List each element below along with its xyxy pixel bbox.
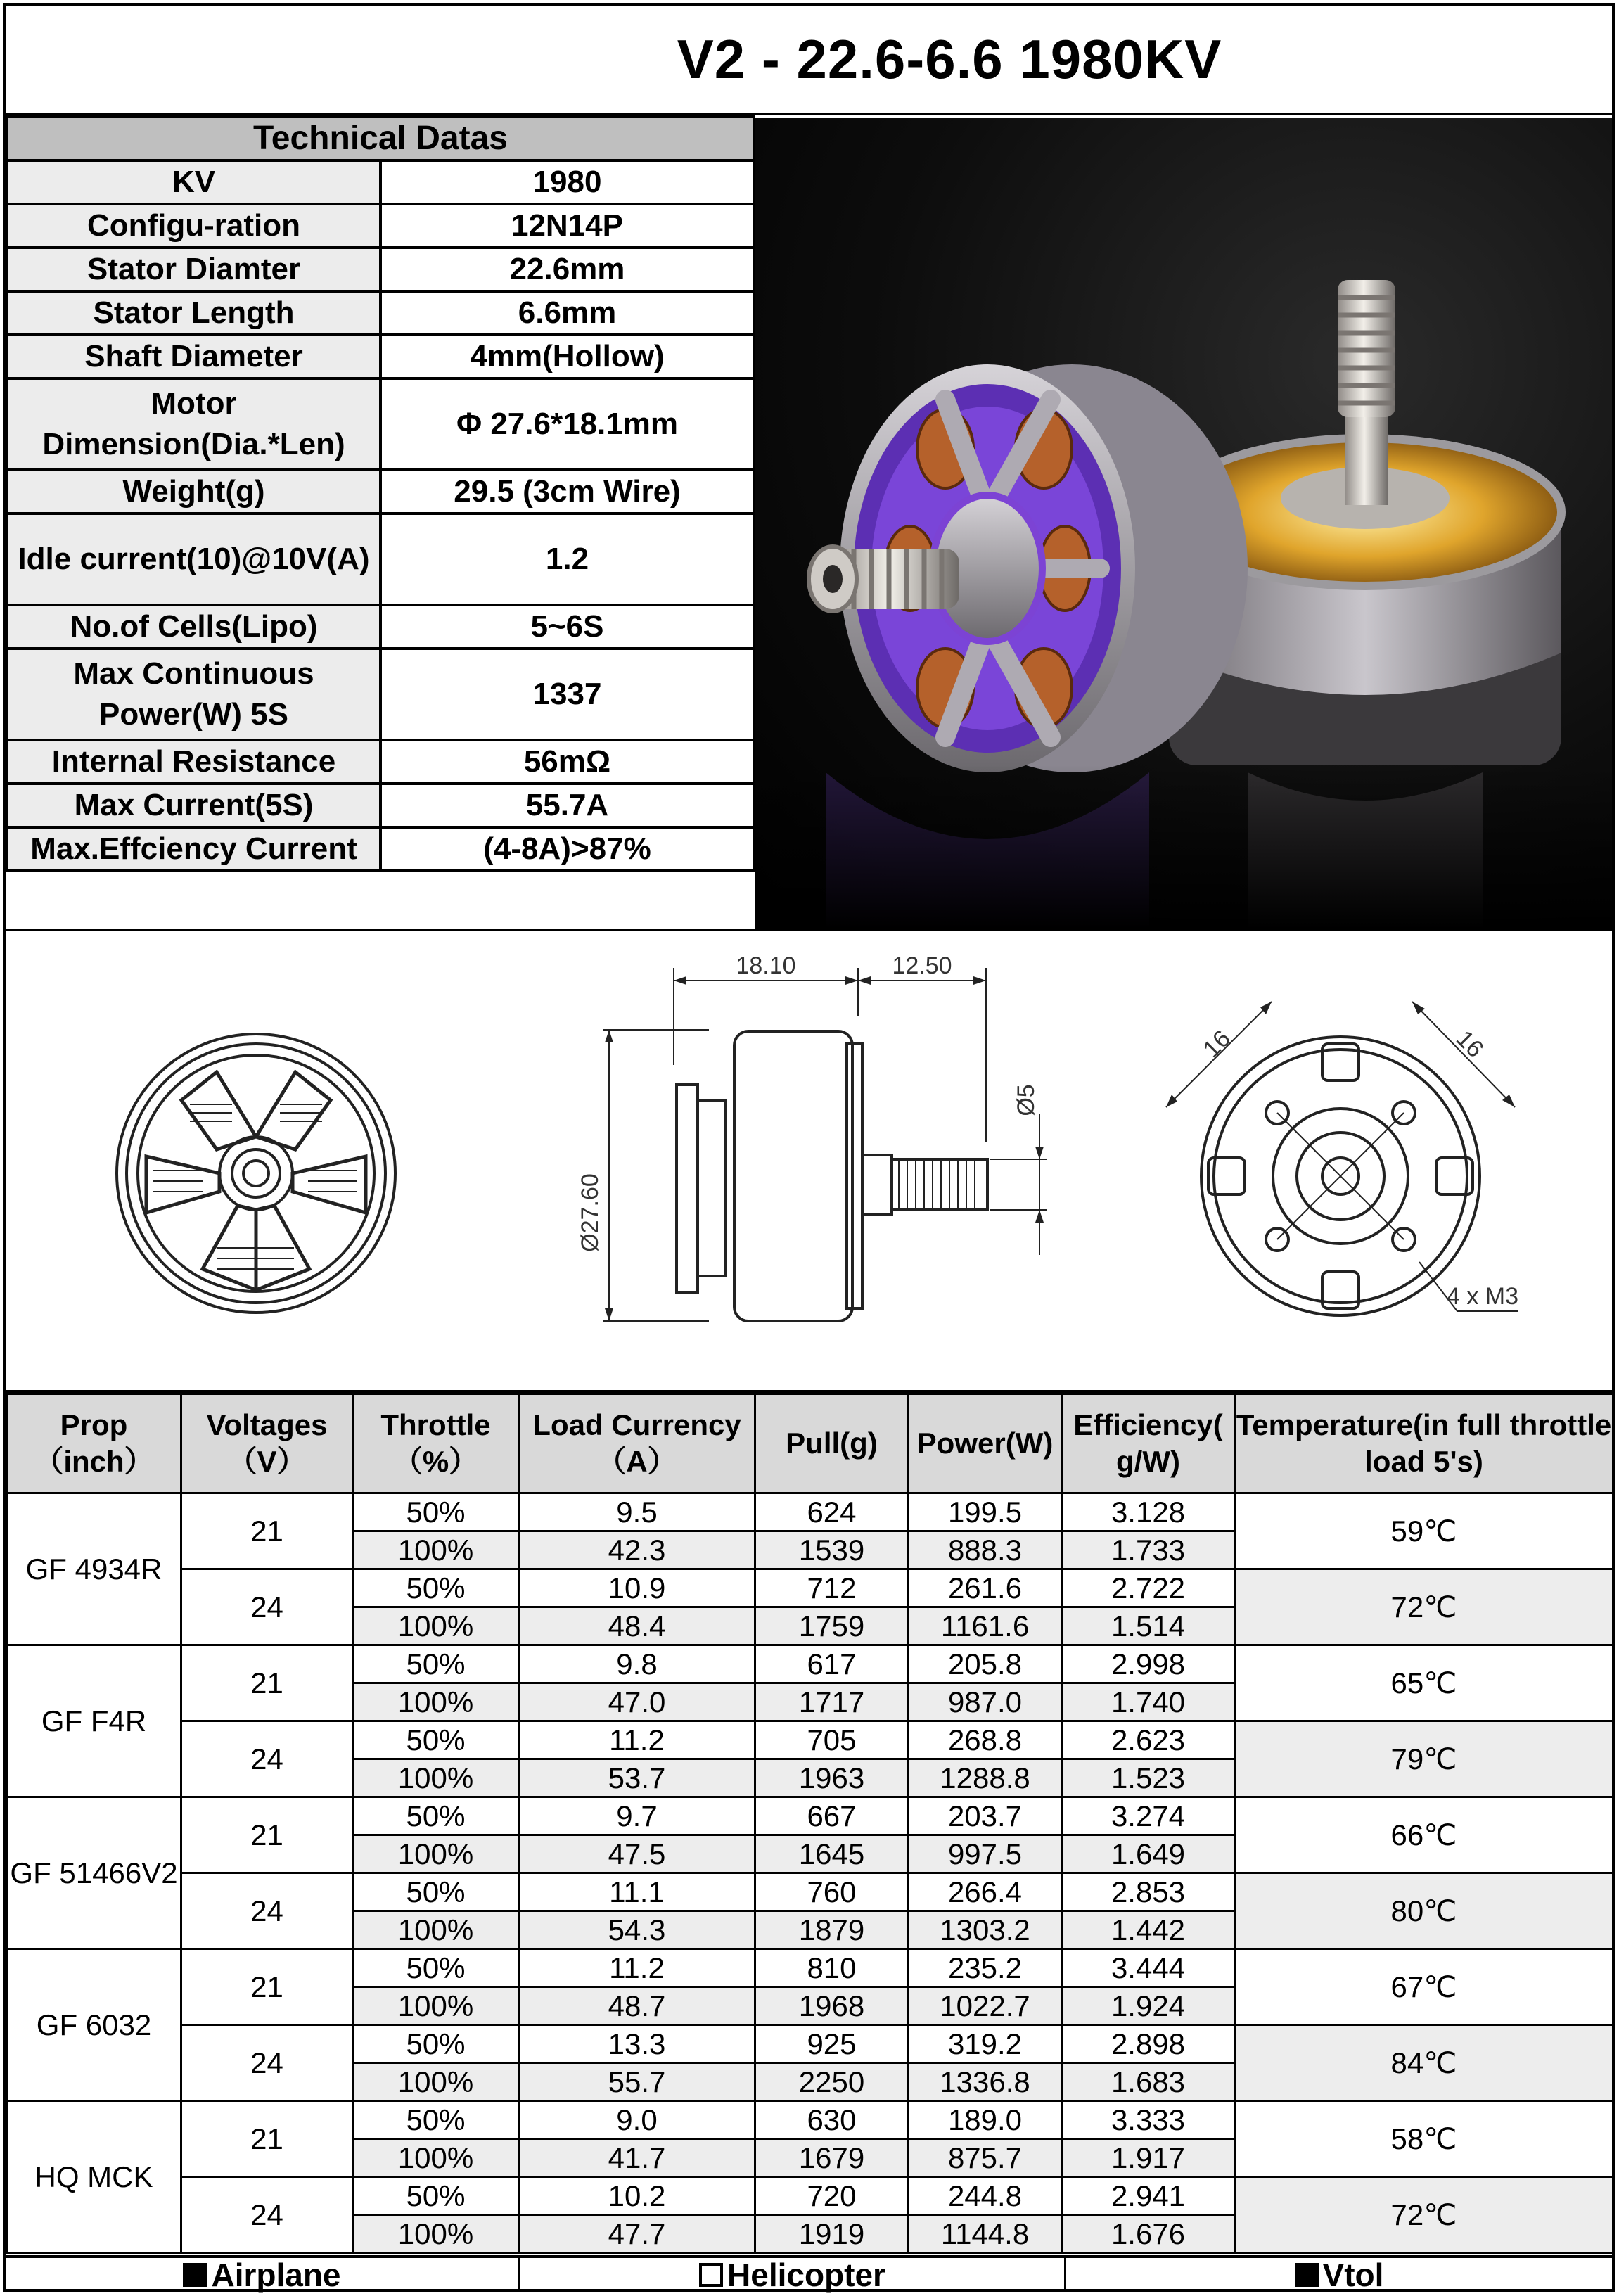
temperature-cell: 79℃ <box>1235 1721 1613 1797</box>
spec-row <box>7 378 754 470</box>
spec-label: Idle current(10)@10V(A) <box>7 514 380 605</box>
left-shaft-thread <box>809 547 959 611</box>
technical-drawings <box>6 929 1612 1393</box>
spec-label: Max Continuous Power(W) 5S <box>7 649 380 740</box>
voltage-cell: 21 <box>181 1949 353 2025</box>
data-cell: 50% <box>353 1949 519 1987</box>
temperature-cell: 72℃ <box>1235 1569 1613 1645</box>
data-cell: 9.0 <box>519 2101 755 2139</box>
data-cell: 1.740 <box>1062 1683 1235 1721</box>
data-cell: 199.5 <box>909 1493 1062 1531</box>
data-cell: 50% <box>353 2177 519 2215</box>
temperature-cell: 66℃ <box>1235 1797 1613 1873</box>
temperature-cell: 59℃ <box>1235 1493 1613 1569</box>
front-view-drawing <box>117 1034 395 1313</box>
data-cell: 1.683 <box>1062 2063 1235 2101</box>
motor-illustration <box>755 118 1612 929</box>
data-cell: 997.5 <box>909 1835 1062 1873</box>
table-row <box>7 1949 1613 1987</box>
data-cell: 50% <box>353 1797 519 1835</box>
spec-label: Internal Resistance <box>7 740 380 784</box>
spec-row <box>7 291 754 335</box>
temperature-cell: 72℃ <box>1235 2177 1613 2253</box>
spec-value: 1980 <box>380 160 754 204</box>
data-cell: 1022.7 <box>909 1987 1062 2025</box>
data-cell: 50% <box>353 2101 519 2139</box>
column-header: Power(W) <box>909 1394 1062 1493</box>
data-cell: 10.9 <box>519 1569 755 1607</box>
data-cell: 1717 <box>755 1683 909 1721</box>
column-header: Temperature(in full throttle load 5's) <box>1235 1394 1613 1493</box>
data-cell: 760 <box>755 1873 909 1911</box>
data-cell: 1.917 <box>1062 2139 1235 2177</box>
voltage-cell: 21 <box>181 2101 353 2177</box>
spec-value: Φ 27.6*18.1mm <box>380 378 754 470</box>
data-cell: 266.4 <box>909 1873 1062 1911</box>
column-header: Efficiency( g/W) <box>1062 1394 1235 1493</box>
table-row <box>7 2177 1613 2215</box>
screws-label: 4 x M3 <box>1446 1283 1519 1310</box>
data-cell: 54.3 <box>519 1911 755 1949</box>
data-cell: 3.128 <box>1062 1493 1235 1531</box>
drawing-labels <box>577 952 1518 1310</box>
data-cell: 261.6 <box>909 1569 1062 1607</box>
spec-row <box>7 335 754 378</box>
data-cell: 1.442 <box>1062 1911 1235 1949</box>
checked-box-icon <box>183 2263 207 2287</box>
data-cell: 1161.6 <box>909 1607 1062 1645</box>
side-view-drawing <box>603 968 1047 1321</box>
data-cell: 189.0 <box>909 2101 1062 2139</box>
data-cell: 1.523 <box>1062 1759 1235 1797</box>
spec-row <box>7 204 754 248</box>
prop-cell: GF 4934R <box>7 1493 181 1645</box>
spec-value: 5~6S <box>380 605 754 649</box>
data-cell: 11.2 <box>519 1721 755 1759</box>
dim-diameter-label: Ø27.60 <box>577 1173 603 1252</box>
column-header: Prop （inch） <box>7 1394 181 1493</box>
spec-label: Max Current(5S) <box>7 784 380 827</box>
spec-row <box>7 605 754 649</box>
voltage-cell: 24 <box>181 2025 353 2101</box>
table-row <box>7 2025 1613 2063</box>
data-cell: 11.2 <box>519 1949 755 1987</box>
data-cell: 2.941 <box>1062 2177 1235 2215</box>
spec-row <box>7 649 754 740</box>
spec-label: Stator Diamter <box>7 248 380 291</box>
data-cell: 1919 <box>755 2215 909 2253</box>
data-cell: 47.5 <box>519 1835 755 1873</box>
data-cell: 100% <box>353 1987 519 2025</box>
data-cell: 2.898 <box>1062 2025 1235 2063</box>
table-row <box>7 1873 1613 1911</box>
data-cell: 100% <box>353 1607 519 1645</box>
voltage-cell: 24 <box>181 1569 353 1645</box>
data-cell: 1144.8 <box>909 2215 1062 2253</box>
data-cell: 3.274 <box>1062 1797 1235 1835</box>
data-cell: 100% <box>353 1683 519 1721</box>
temperature-cell: 58℃ <box>1235 2101 1613 2177</box>
technical-data-table <box>6 115 755 872</box>
data-cell: 50% <box>353 1645 519 1683</box>
data-cell: 2250 <box>755 2063 909 2101</box>
right-shaft-thread <box>1338 280 1395 417</box>
data-cell: 47.7 <box>519 2215 755 2253</box>
data-cell: 9.5 <box>519 1493 755 1531</box>
temperature-cell: 84℃ <box>1235 2025 1613 2101</box>
data-cell: 235.2 <box>909 1949 1062 1987</box>
column-header: Load Currency （A） <box>519 1394 755 1493</box>
application-footer <box>6 2255 1612 2292</box>
voltage-cell: 21 <box>181 1493 353 1569</box>
data-cell: 100% <box>353 1531 519 1569</box>
spec-label: Weight(g) <box>7 470 380 514</box>
data-cell: 50% <box>353 1721 519 1759</box>
spec-label: Shaft Diameter <box>7 335 380 378</box>
data-cell: 50% <box>353 1493 519 1531</box>
data-cell: 667 <box>755 1797 909 1835</box>
data-cell: 1.676 <box>1062 2215 1235 2253</box>
table-row <box>7 1721 1613 1759</box>
dim-shaft-label: 12.50 <box>892 952 952 979</box>
dim-mount-b-label: 16 <box>1450 1025 1489 1064</box>
spec-value: 1.2 <box>380 514 754 605</box>
data-cell: 1.649 <box>1062 1835 1235 1873</box>
table-row <box>7 1645 1613 1683</box>
data-cell: 2.623 <box>1062 1721 1235 1759</box>
data-cell: 810 <box>755 1949 909 1987</box>
data-cell: 53.7 <box>519 1759 755 1797</box>
voltage-cell: 21 <box>181 1645 353 1721</box>
voltage-cell: 24 <box>181 1873 353 1949</box>
spec-row <box>7 740 754 784</box>
data-cell: 875.7 <box>909 2139 1062 2177</box>
data-cell: 13.3 <box>519 2025 755 2063</box>
spec-row <box>7 827 754 871</box>
table-row <box>7 1797 1613 1835</box>
voltage-cell: 24 <box>181 2177 353 2253</box>
data-cell: 47.0 <box>519 1683 755 1721</box>
page-title: V2 - 22.6-6.6 1980KV <box>6 6 1612 115</box>
option-helicopter: Helicopter <box>520 2258 1066 2292</box>
technical-data-header: Technical Datas <box>7 117 754 160</box>
column-header: Throttle （%） <box>353 1394 519 1493</box>
data-cell: 1.924 <box>1062 1987 1235 2025</box>
spec-value: 6.6mm <box>380 291 754 335</box>
spec-value: 56mΩ <box>380 740 754 784</box>
option-airplane: Airplane <box>6 2258 520 2292</box>
data-cell: 1879 <box>755 1911 909 1949</box>
data-cell: 205.8 <box>909 1645 1062 1683</box>
data-cell: 1645 <box>755 1835 909 1873</box>
data-cell: 100% <box>353 2063 519 2101</box>
spec-label: Stator Length <box>7 291 380 335</box>
checked-box-icon <box>1295 2263 1319 2287</box>
data-cell: 3.333 <box>1062 2101 1235 2139</box>
dim-mount-a-label: 16 <box>1198 1025 1236 1064</box>
spec-value: 4mm(Hollow) <box>380 335 754 378</box>
data-cell: 100% <box>353 1835 519 1873</box>
prop-cell: GF 51466V2 <box>7 1797 181 1949</box>
data-cell: 1303.2 <box>909 1911 1062 1949</box>
data-cell: 50% <box>353 2025 519 2063</box>
temperature-cell: 65℃ <box>1235 1645 1613 1721</box>
column-header: Voltages （V） <box>181 1394 353 1493</box>
data-cell: 1968 <box>755 1987 909 2025</box>
spec-value: 55.7A <box>380 784 754 827</box>
spec-value: 29.5 (3cm Wire) <box>380 470 754 514</box>
data-cell: 100% <box>353 2139 519 2177</box>
spec-label: Configu-ration <box>7 204 380 248</box>
data-cell: 41.7 <box>519 2139 755 2177</box>
data-cell: 888.3 <box>909 1531 1062 1569</box>
prop-cell: GF 6032 <box>7 1949 181 2101</box>
temperature-cell: 80℃ <box>1235 1873 1613 1949</box>
data-cell: 987.0 <box>909 1683 1062 1721</box>
data-cell: 100% <box>353 1911 519 1949</box>
data-cell: 2.853 <box>1062 1873 1235 1911</box>
option-vtol: Vtol <box>1066 2258 1612 2292</box>
data-cell: 712 <box>755 1569 909 1607</box>
voltage-cell: 24 <box>181 1721 353 1797</box>
spec-row <box>7 784 754 827</box>
data-cell: 630 <box>755 2101 909 2139</box>
data-cell: 203.7 <box>909 1797 1062 1835</box>
data-cell: 11.1 <box>519 1873 755 1911</box>
table-row <box>7 2101 1613 2139</box>
data-cell: 1.514 <box>1062 1607 1235 1645</box>
data-cell: 100% <box>353 2215 519 2253</box>
data-cell: 42.3 <box>519 1531 755 1569</box>
data-cell: 9.8 <box>519 1645 755 1683</box>
voltage-cell: 21 <box>181 1797 353 1873</box>
data-cell: 624 <box>755 1493 909 1531</box>
data-cell: 1336.8 <box>909 2063 1062 2101</box>
data-cell: 1288.8 <box>909 1759 1062 1797</box>
data-cell: 1759 <box>755 1607 909 1645</box>
spec-row <box>7 470 754 514</box>
spec-row <box>7 514 754 605</box>
prop-cell: GF F4R <box>7 1645 181 1797</box>
spec-label: KV <box>7 160 380 204</box>
table-row <box>7 1493 1613 1531</box>
data-cell: 1679 <box>755 2139 909 2177</box>
table-row <box>7 1569 1613 1607</box>
data-cell: 617 <box>755 1645 909 1683</box>
data-cell: 705 <box>755 1721 909 1759</box>
column-header: Pull(g) <box>755 1394 909 1493</box>
data-cell: 1963 <box>755 1759 909 1797</box>
unchecked-box-icon <box>699 2263 723 2287</box>
data-cell: 319.2 <box>909 2025 1062 2063</box>
data-cell: 925 <box>755 2025 909 2063</box>
spec-sheet <box>3 3 1615 2292</box>
performance-table <box>6 1393 1614 2254</box>
dim-thread-label: Ø5 <box>1013 1084 1039 1116</box>
performance-header-row <box>7 1394 1613 1493</box>
spec-value: 12N14P <box>380 204 754 248</box>
temperature-cell: 67℃ <box>1235 1949 1613 2025</box>
data-cell: 720 <box>755 2177 909 2215</box>
data-cell: 2.722 <box>1062 1569 1235 1607</box>
spec-row <box>7 160 754 204</box>
drawings-svg <box>6 931 1612 1390</box>
data-cell: 2.998 <box>1062 1645 1235 1683</box>
data-cell: 1.733 <box>1062 1531 1235 1569</box>
spec-value: 1337 <box>380 649 754 740</box>
data-cell: 10.2 <box>519 2177 755 2215</box>
spec-row <box>7 248 754 291</box>
data-cell: 55.7 <box>519 2063 755 2101</box>
data-cell: 1539 <box>755 1531 909 1569</box>
prop-cell: HQ MCK <box>7 2101 181 2253</box>
data-cell: 100% <box>353 1759 519 1797</box>
data-cell: 9.7 <box>519 1797 755 1835</box>
data-cell: 50% <box>353 1873 519 1911</box>
data-cell: 3.444 <box>1062 1949 1235 1987</box>
motor-photo <box>755 118 1612 929</box>
spec-value: (4-8A)>87% <box>380 827 754 871</box>
spec-label: Max.Effciency Current <box>7 827 380 871</box>
spec-label: Motor Dimension(Dia.*Len) <box>7 378 380 470</box>
data-cell: 268.8 <box>909 1721 1062 1759</box>
data-cell: 48.4 <box>519 1607 755 1645</box>
spec-label: No.of Cells(Lipo) <box>7 605 380 649</box>
spec-value: 22.6mm <box>380 248 754 291</box>
data-cell: 244.8 <box>909 2177 1062 2215</box>
data-cell: 50% <box>353 1569 519 1607</box>
dim-length-label: 18.10 <box>736 952 796 979</box>
data-cell: 48.7 <box>519 1987 755 2025</box>
